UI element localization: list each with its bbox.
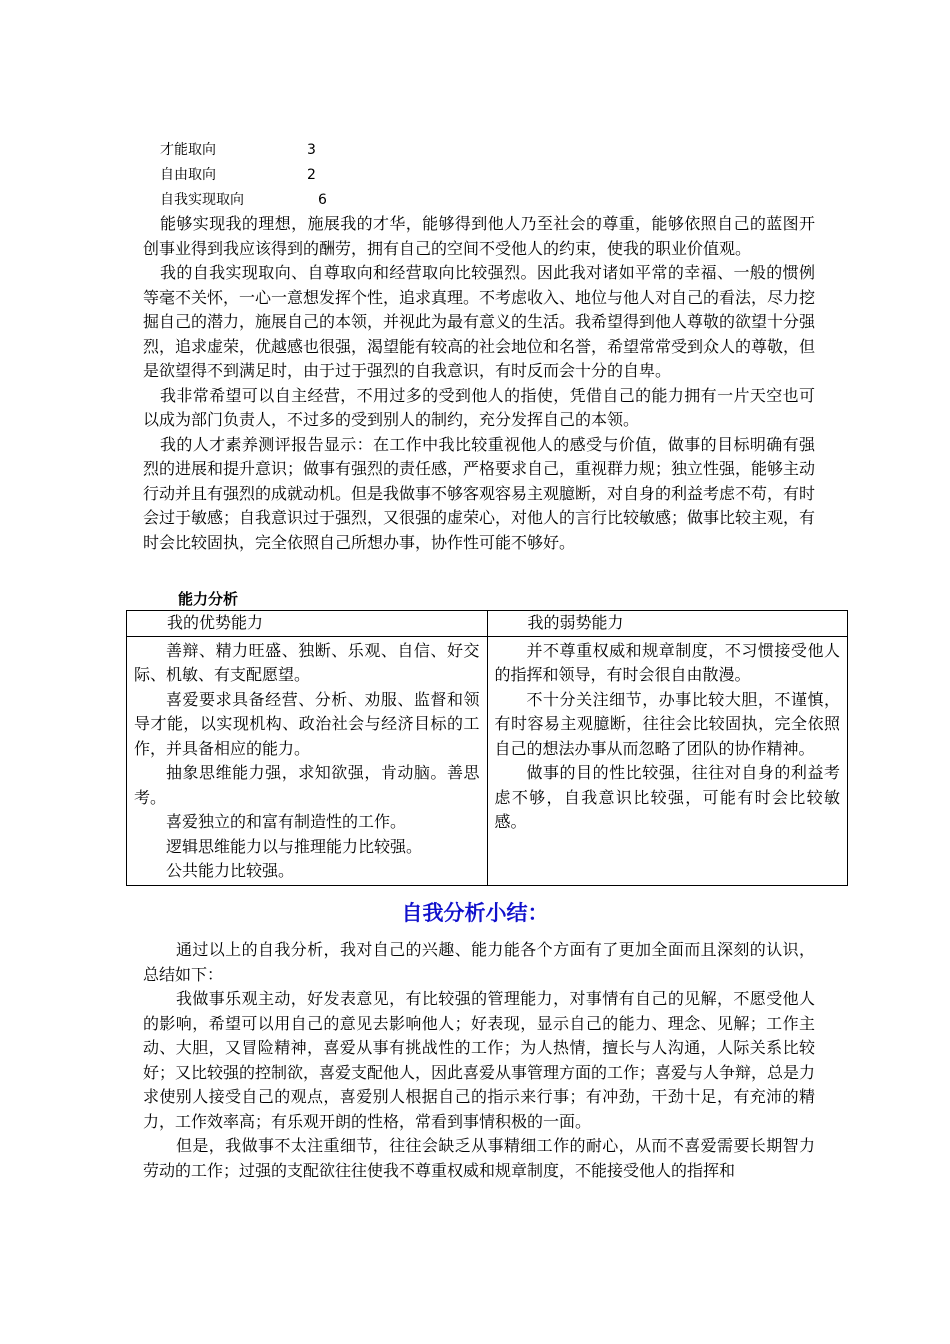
summary-text <box>143 938 815 1183</box>
list-item: 逻辑思维能力以与推理能力比较强。 <box>166 836 423 856</box>
paragraph: 但是，我做事不太注重细节，往往会缺乏从事精细工作的耐心，从而不喜爱需要长期智力劳动的工作；过强的支配欲往往使我不尊重权威和规章制度，不能接受他人的指挥和 <box>143 1136 815 1180</box>
score-value: 3 <box>307 142 316 158</box>
paragraph: 我非常希望可以自主经营，不用过多的受到他人的指使，凭借自己的能力拥有一片天空也可以成为部门负责人，不过多的受到别人的制约，充分发挥自己的本领。 <box>143 385 815 429</box>
list-item: 喜爱要求具备经营、分析、劝服、监督和领导才能，以实现机构、政治社会与经济目标的工作，并具备相应的能力。 <box>134 689 480 758</box>
weaknesses-cell <box>487 636 848 885</box>
list-item: 抽象思维能力强，求知欲强，肯动脑。善思考。 <box>134 763 480 807</box>
list-item: 并不尊重权威和规章制度，不习惯接受他人的指挥和领导，有时会很自由散漫。 <box>494 640 840 684</box>
strengths-cell <box>127 636 488 885</box>
score-label: 自我实现取向 <box>160 192 244 208</box>
list-item: 喜爱独立的和富有制造性的工作。 <box>166 812 407 831</box>
intro-text <box>143 212 815 555</box>
ability-table <box>126 610 848 886</box>
value-orientation-scores <box>160 138 420 213</box>
score-row <box>160 188 420 213</box>
score-label: 自由取向 <box>160 167 216 183</box>
score-label: 才能取向 <box>160 142 216 158</box>
weaknesses-header: 我的弱势能力 <box>487 611 848 637</box>
score-value: 6 <box>318 192 327 208</box>
strengths-header: 我的优势能力 <box>127 611 488 637</box>
paragraph: 我的人才素养测评报告显示：在工作中我比较重视他人的感受与价值，做事的目标明确有强烈的进展和提升意识；做事有强烈的责任感，严格要求自己，重视群力规；独立性强，能够主动行动并且有强烈的成就动机。但是我做事不够客观容易主观臆断，对自身的利益考虑不苟，有时会过于敏感；自我意识过于强烈，又很强的虚荣心，对他人的言行比较敏感；做事比较主观，有时会比较固执，完全依照自己所想办事，协作性可能不够好。 <box>143 434 816 552</box>
table-row <box>127 636 848 885</box>
score-value: 2 <box>307 167 316 183</box>
list-item: 善辩、精力旺盛、独断、乐观、自信、好交际、机敏、有支配愿望。 <box>134 640 480 684</box>
score-row <box>160 163 420 188</box>
paragraph: 通过以上的自我分析，我对自己的兴趣、能力能各个方面有了更加全面而且深刻的认识，总结如下： <box>143 940 815 984</box>
list-item: 公共能力比较强。 <box>166 861 295 880</box>
list-item: 不十分关注细节，办事比较大胆，不谨慎，有时容易主观臆断，往往会比较固执，完全依照自己的想法办事从而忽略了团队的协作精神。 <box>494 689 840 758</box>
score-row <box>160 138 420 163</box>
paragraph: 我的自我实现取向、自尊取向和经营取向比较强烈。因此我对诸如平常的幸福、一般的惯例等毫不关怀，一心一意想发挥个性，追求真理。不考虑收入、地位与他人对自己的看法，尽力挖掘自己的潜力，施展自己的本领，并视此为最有意义的生活。我希望得到他人尊敬的欲望十分强烈，追求虚荣，优越感也很强，渴望能有较高的社会地位和名誉，希望常常受到众人的尊敬，但是欲望得不到满足时，由于过于强烈的自我意识，有时反而会十分的自卑。 <box>143 263 816 380</box>
paragraph: 能够实现我的理想，施展我的才华，能够得到他人乃至社会的尊重，能够依照自己的蓝图开创事业得到我应该得到的酬劳，拥有自己的空间不受他人的约束，使我的职业价值观。 <box>143 214 815 258</box>
summary-title: 自我分析小结： <box>401 901 549 925</box>
list-item: 做事的目的性比较强，往往对自身的利益考虑不够，自我意识比较强，可能有时会比较敏感。 <box>494 763 840 831</box>
table-header-row <box>127 611 848 637</box>
ability-section-title: 能力分析 <box>178 590 239 608</box>
paragraph: 我做事乐观主动，好发表意见，有比较强的管理能力，对事情有自己的见解，不愿受他人的影响，希望可以用自己的意见去影响他人；好表现，显示自己的能力、理念、见解；工作主动、大胆，又冒险精神，喜爱从事有挑战性的工作；为人热情，擅长与人沟通，人际关系比较好；又比较强的控制欲，喜爱支配他人，因此喜爱从事管理方面的工作；喜爱与人争辩，总是力求使别人接受自己的观点，喜爱别人根据自己的指示来行事；有冲劲，干劲十足，有充沛的精力，工作效率高；有乐观开朗的性格，常看到事情积极的一面。 <box>143 989 816 1131</box>
